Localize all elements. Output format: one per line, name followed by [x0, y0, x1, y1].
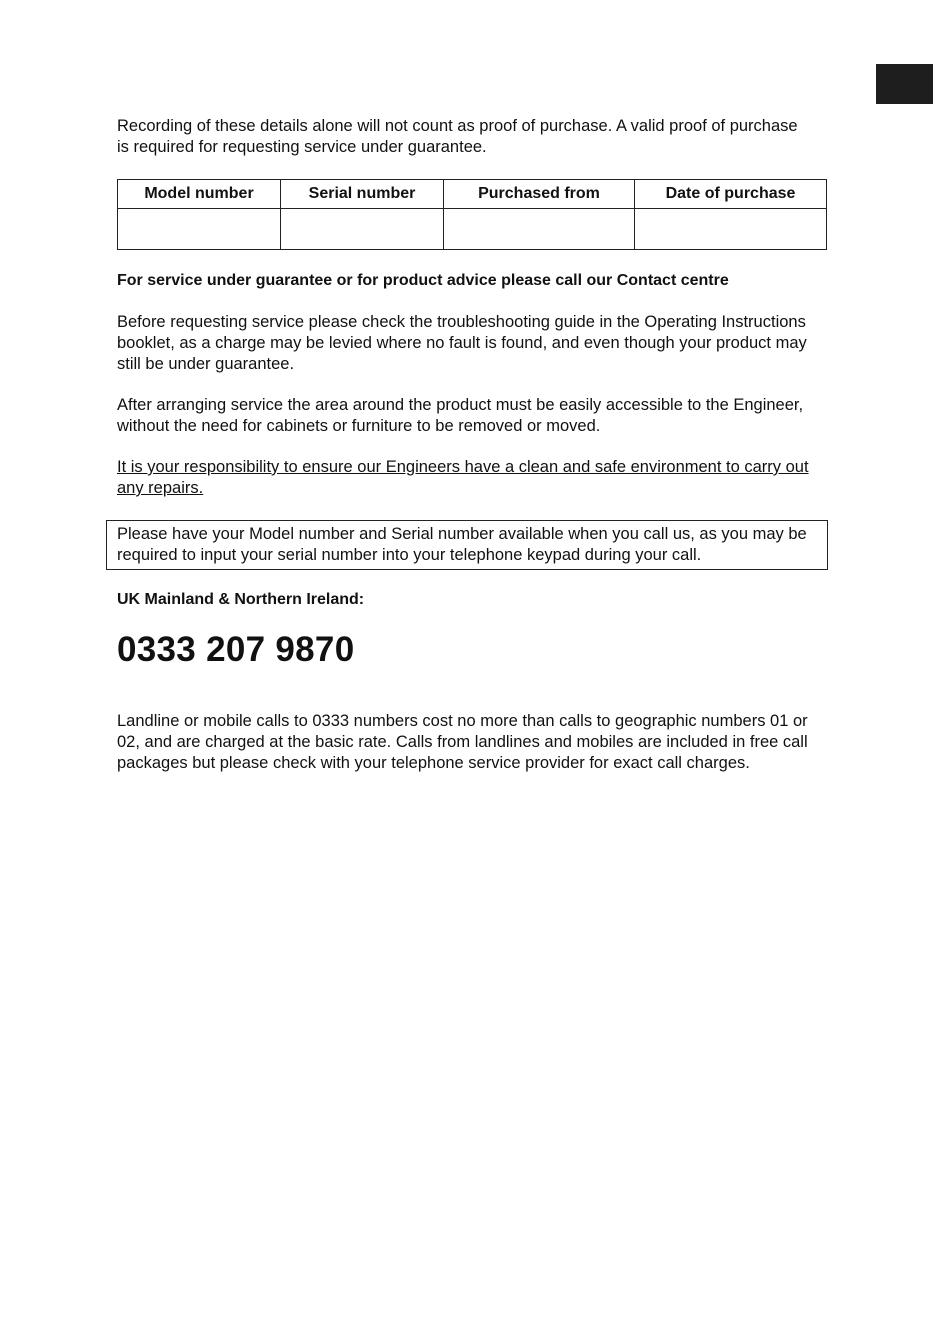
header-purchased-from: Purchased from: [444, 180, 635, 209]
intro-paragraph: Recording of these details alone will not count as proof of purchase. A valid proof of purchase is required for requesting service under guarantee.: [117, 117, 798, 156]
call-charges-paragraph: Landline or mobile calls to 0333 numbers cost no more than calls to geographic numbers 01 or 02, and are charged at the basic rate. Calls from landlines and mobiles are included in free call packages but please check with your telephone service provider for exact call charges.: [117, 712, 808, 772]
region-label: UK Mainland & Northern Ireland:: [117, 591, 365, 608]
cell-serial-number: [281, 209, 444, 250]
responsibility-paragraph: It is your responsibility to ensure our Engineers have a clean and safe environment to carry out any repairs.: [117, 458, 809, 497]
purchase-details-table: [117, 179, 827, 250]
header-model-number: Model number: [118, 180, 281, 209]
header-date-of-purchase: Date of purchase: [635, 180, 827, 209]
notice-box: [106, 520, 828, 570]
phone-number: 0333 207 9870: [117, 630, 355, 669]
header-serial-number: Serial number: [281, 180, 444, 209]
cell-date-of-purchase: [635, 209, 827, 250]
page-tab-marker: [876, 64, 933, 104]
notice-text: Please have your Model number and Serial number available when you call us, as you may be required to input your serial number into your telephone keypad during your call.: [117, 525, 807, 564]
table-row: [118, 209, 827, 250]
cell-model-number: [118, 209, 281, 250]
contact-centre-heading: For service under guarantee or for product advice please call our Contact centre: [117, 272, 729, 289]
troubleshooting-paragraph: Before requesting service please check the troubleshooting guide in the Operating Instructions booklet, as a charge may be levied where no fault is found, and even though your product may still be under guarantee.: [117, 313, 807, 373]
table-header-row: [118, 180, 827, 209]
cell-purchased-from: [444, 209, 635, 250]
access-paragraph: After arranging service the area around the product must be easily accessible to the Engineer, without the need for cabinets or furniture to be removed or moved.: [117, 396, 804, 435]
